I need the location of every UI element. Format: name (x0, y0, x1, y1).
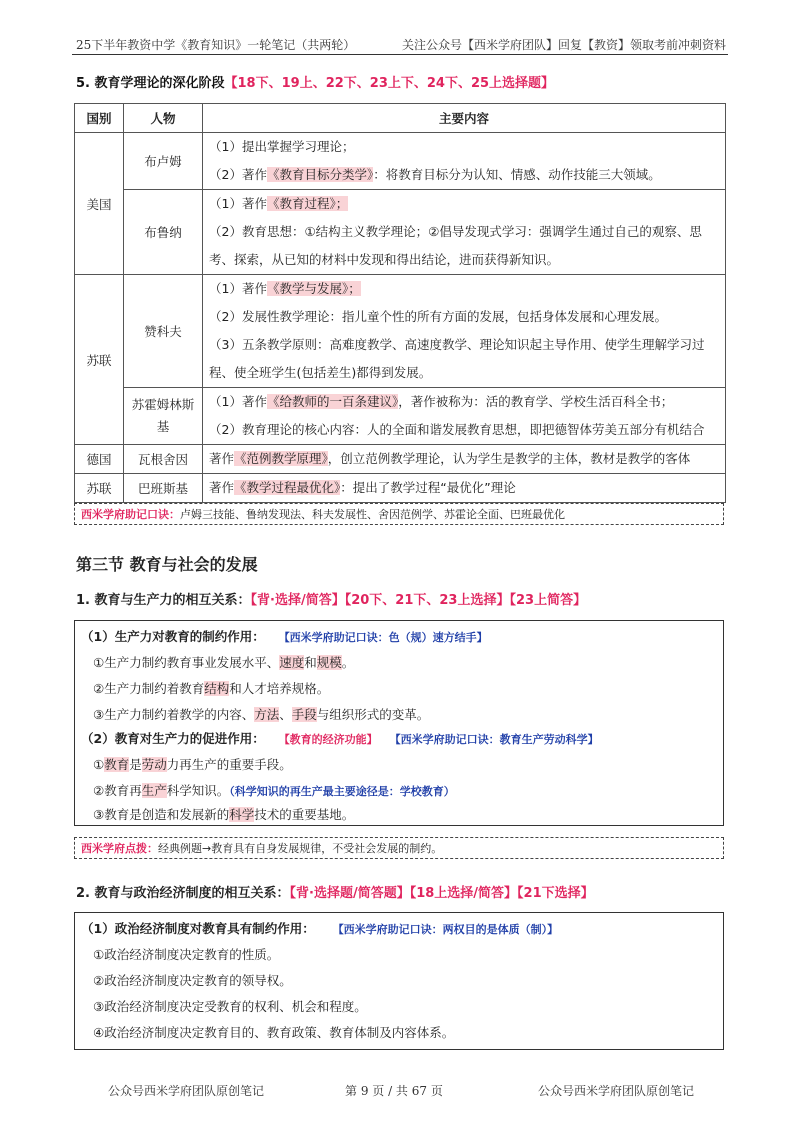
chapter-section-title: 第三节 教育与社会的发展 (76, 555, 258, 574)
p2-sub1-mnemonic: 【西米学府助记口诀：两权目的是体质（制）】 (332, 923, 559, 936)
person-cell: 布卢姆 (124, 133, 203, 190)
table-row (75, 388, 726, 445)
content-line: 著作《教学过程最优化》：提出了教学过程“最优化”理论 (209, 480, 516, 495)
col-header-country: 国别 (75, 104, 124, 133)
table-row (75, 190, 726, 275)
content-line: （1）提出掌握学习理论； (209, 139, 355, 154)
productivity-box (74, 620, 724, 826)
page-header (72, 34, 728, 55)
note: （科学知识的再生产最主要途径是：学校教育） (229, 785, 455, 798)
header-right-text: 关注公众号【西米学府团队】回复【教资】领取考前冲刺资料 (401, 38, 726, 52)
person-cell: 苏霍姆林斯基 (124, 388, 203, 445)
content-line: （3）五条教学原则：高难度教学、高速度教学、理论知识起主导作用、使学生理解学习过 (209, 337, 705, 352)
part1-tags: 【背·选择/简答】【20下、21下、23上选择】【23上简答】 (250, 593, 587, 608)
highlight: 《教学与发展》； (266, 281, 361, 296)
content-cell (203, 388, 726, 445)
part1-heading (76, 589, 586, 608)
person-cell: 巴班斯基 (124, 474, 203, 503)
part2-title: 2. 教育与政治经济制度的相互关系： (76, 886, 290, 901)
political-economy-box (74, 912, 724, 1050)
highlight: 《范例教学原理》 (234, 451, 328, 466)
tip-box (74, 837, 724, 859)
footer-right: 公众号西米学府团队原创笔记 (538, 1084, 695, 1098)
educators-table (74, 103, 726, 503)
table-header-row (75, 104, 726, 133)
tip-text: 经典例题→教育具有自身发展规律，不受社会发展的制约。 (158, 842, 443, 855)
section-title: 5. 教育学理论的深化阶段 (76, 76, 225, 91)
list-item: ①教育是劳动力再生产的重要手段。 (93, 757, 292, 772)
country-cell: 德国 (75, 445, 124, 474)
table-row (75, 474, 726, 503)
content-cell (203, 190, 726, 275)
list-item: ④政治经济制度决定教育目的、教育政策、教育体制及内容体系。 (93, 1025, 455, 1040)
country-cell: 苏联 (75, 474, 124, 503)
sub2-heading (81, 729, 599, 747)
country-cell: 苏联 (75, 275, 124, 445)
content-cell (203, 445, 726, 474)
content-line: （2）教育思想：①结构主义教学理论；②倡导发现式学习：强调学生通过自己的观察、思 (209, 224, 702, 239)
p2-sub1-heading (81, 919, 558, 937)
person-cell: 赞科夫 (124, 275, 203, 388)
part2-tags: 【背·选择题/简答题】【18上选择/简答】【21下选择】 (289, 886, 594, 901)
content-line: （1）著作《教学与发展》； (209, 281, 361, 296)
content-line: 程、使全班学生(包括差生)都得到发展。 (209, 365, 432, 380)
content-line: 考、探索，从已知的材料中发现和得出结论，进而获得新知识。 (209, 252, 560, 267)
table-row (75, 133, 726, 190)
list-item: ②政治经济制度决定教育的领导权。 (93, 973, 292, 988)
content-line: （1）著作《教育过程》； (209, 196, 349, 211)
col-header-person: 人物 (124, 104, 203, 133)
content-cell (203, 474, 726, 503)
memory-tip-label: 西米学府助记口诀： (81, 508, 180, 521)
memory-tip-box (74, 503, 724, 525)
sub2-tag: 【教育的经济功能】 (278, 733, 378, 746)
content-cell (203, 275, 726, 388)
sub1-mnemonic: 【西米学府助记口诀：色（规）速方结手】 (278, 631, 488, 644)
highlight: 《给教师的一百条建议》 (266, 394, 399, 409)
highlight: 《教育目标分类学》 (266, 167, 374, 182)
page-number: 第 9 页 / 共 67 页 (345, 1084, 443, 1098)
person-cell: 瓦根舍因 (124, 445, 203, 474)
content-line: （2）著作《教育目标分类学》：将教育目标分为认知、情感、动作技能三大领域。 (209, 167, 661, 182)
table-row (75, 445, 726, 474)
content-line: （2）发展性教学理论：指儿童个性的所有方面的发展，包括身体发展和心理发展。 (209, 309, 667, 324)
table-row (75, 275, 726, 388)
list-item: ②教育再生产科学知识。（科学知识的再生产最主要途径是：学校教育） (93, 783, 455, 798)
exam-tags: 【18下、19上、22下、23上下、24下、25上选择题】 (224, 76, 555, 91)
part2-heading (76, 882, 594, 901)
sub1-title: （1）生产力对教育的制约作用： (81, 629, 265, 644)
list-item: ③教育是创造和发展新的科学技术的重要基地。 (93, 807, 355, 822)
tip-label: 西米学府点拨： (81, 842, 158, 855)
footer-left: 公众号西米学府团队原创笔记 (108, 1084, 265, 1098)
list-item: ③生产力制约着教学的内容、方法、手段与组织形式的变革。 (93, 707, 430, 722)
highlight: 《教育过程》； (266, 196, 349, 211)
content-cell (203, 133, 726, 190)
memory-tip-text: 卢姆三技能、鲁纳发现法、科夫发展性、舍因范例学、苏霍论全面、巴班最优化 (180, 508, 565, 521)
section-heading-theory-deepening (76, 72, 554, 91)
list-item: ②生产力制约着教育结构和人才培养规格。 (93, 681, 330, 696)
col-header-content: 主要内容 (203, 104, 726, 133)
part1-title: 1. 教育与生产力的相互关系： (76, 593, 251, 608)
content-line: （2）教育理论的核心内容：人的全面和谐发展教育思想，即把德智体劳美五部分有机结合 (209, 422, 705, 437)
content-line: （1）著作《给教师的一百条建议》，著作被称为：活的教育学、学校生活百科全书； (209, 394, 674, 409)
list-item: ③政治经济制度决定受教育的权利、机会和程度。 (93, 999, 367, 1014)
content-line: 著作《范例教学原理》，创立范例教学理论，认为学生是教学的主体，教材是教学的客体 (209, 451, 691, 466)
sub2-mnemonic: 【西米学府助记口诀：教育生产劳动科学】 (389, 733, 599, 746)
sub1-heading (81, 627, 488, 645)
list-item: ①政治经济制度决定教育的性质。 (93, 947, 280, 962)
header-left-text: 25下半年教资中学《教育知识》一轮笔记（共两轮） (76, 38, 356, 52)
p2-sub1-title: （1）政治经济制度对教育具有制约作用： (81, 921, 315, 936)
country-cell: 美国 (75, 133, 124, 275)
highlight: 《教学过程最优化》 (234, 480, 341, 495)
sub2-title: （2）教育对生产力的促进作用： (81, 731, 265, 746)
person-cell: 布鲁纳 (124, 190, 203, 275)
list-item: ①生产力制约教育事业发展水平、速度和规模。 (93, 655, 355, 670)
